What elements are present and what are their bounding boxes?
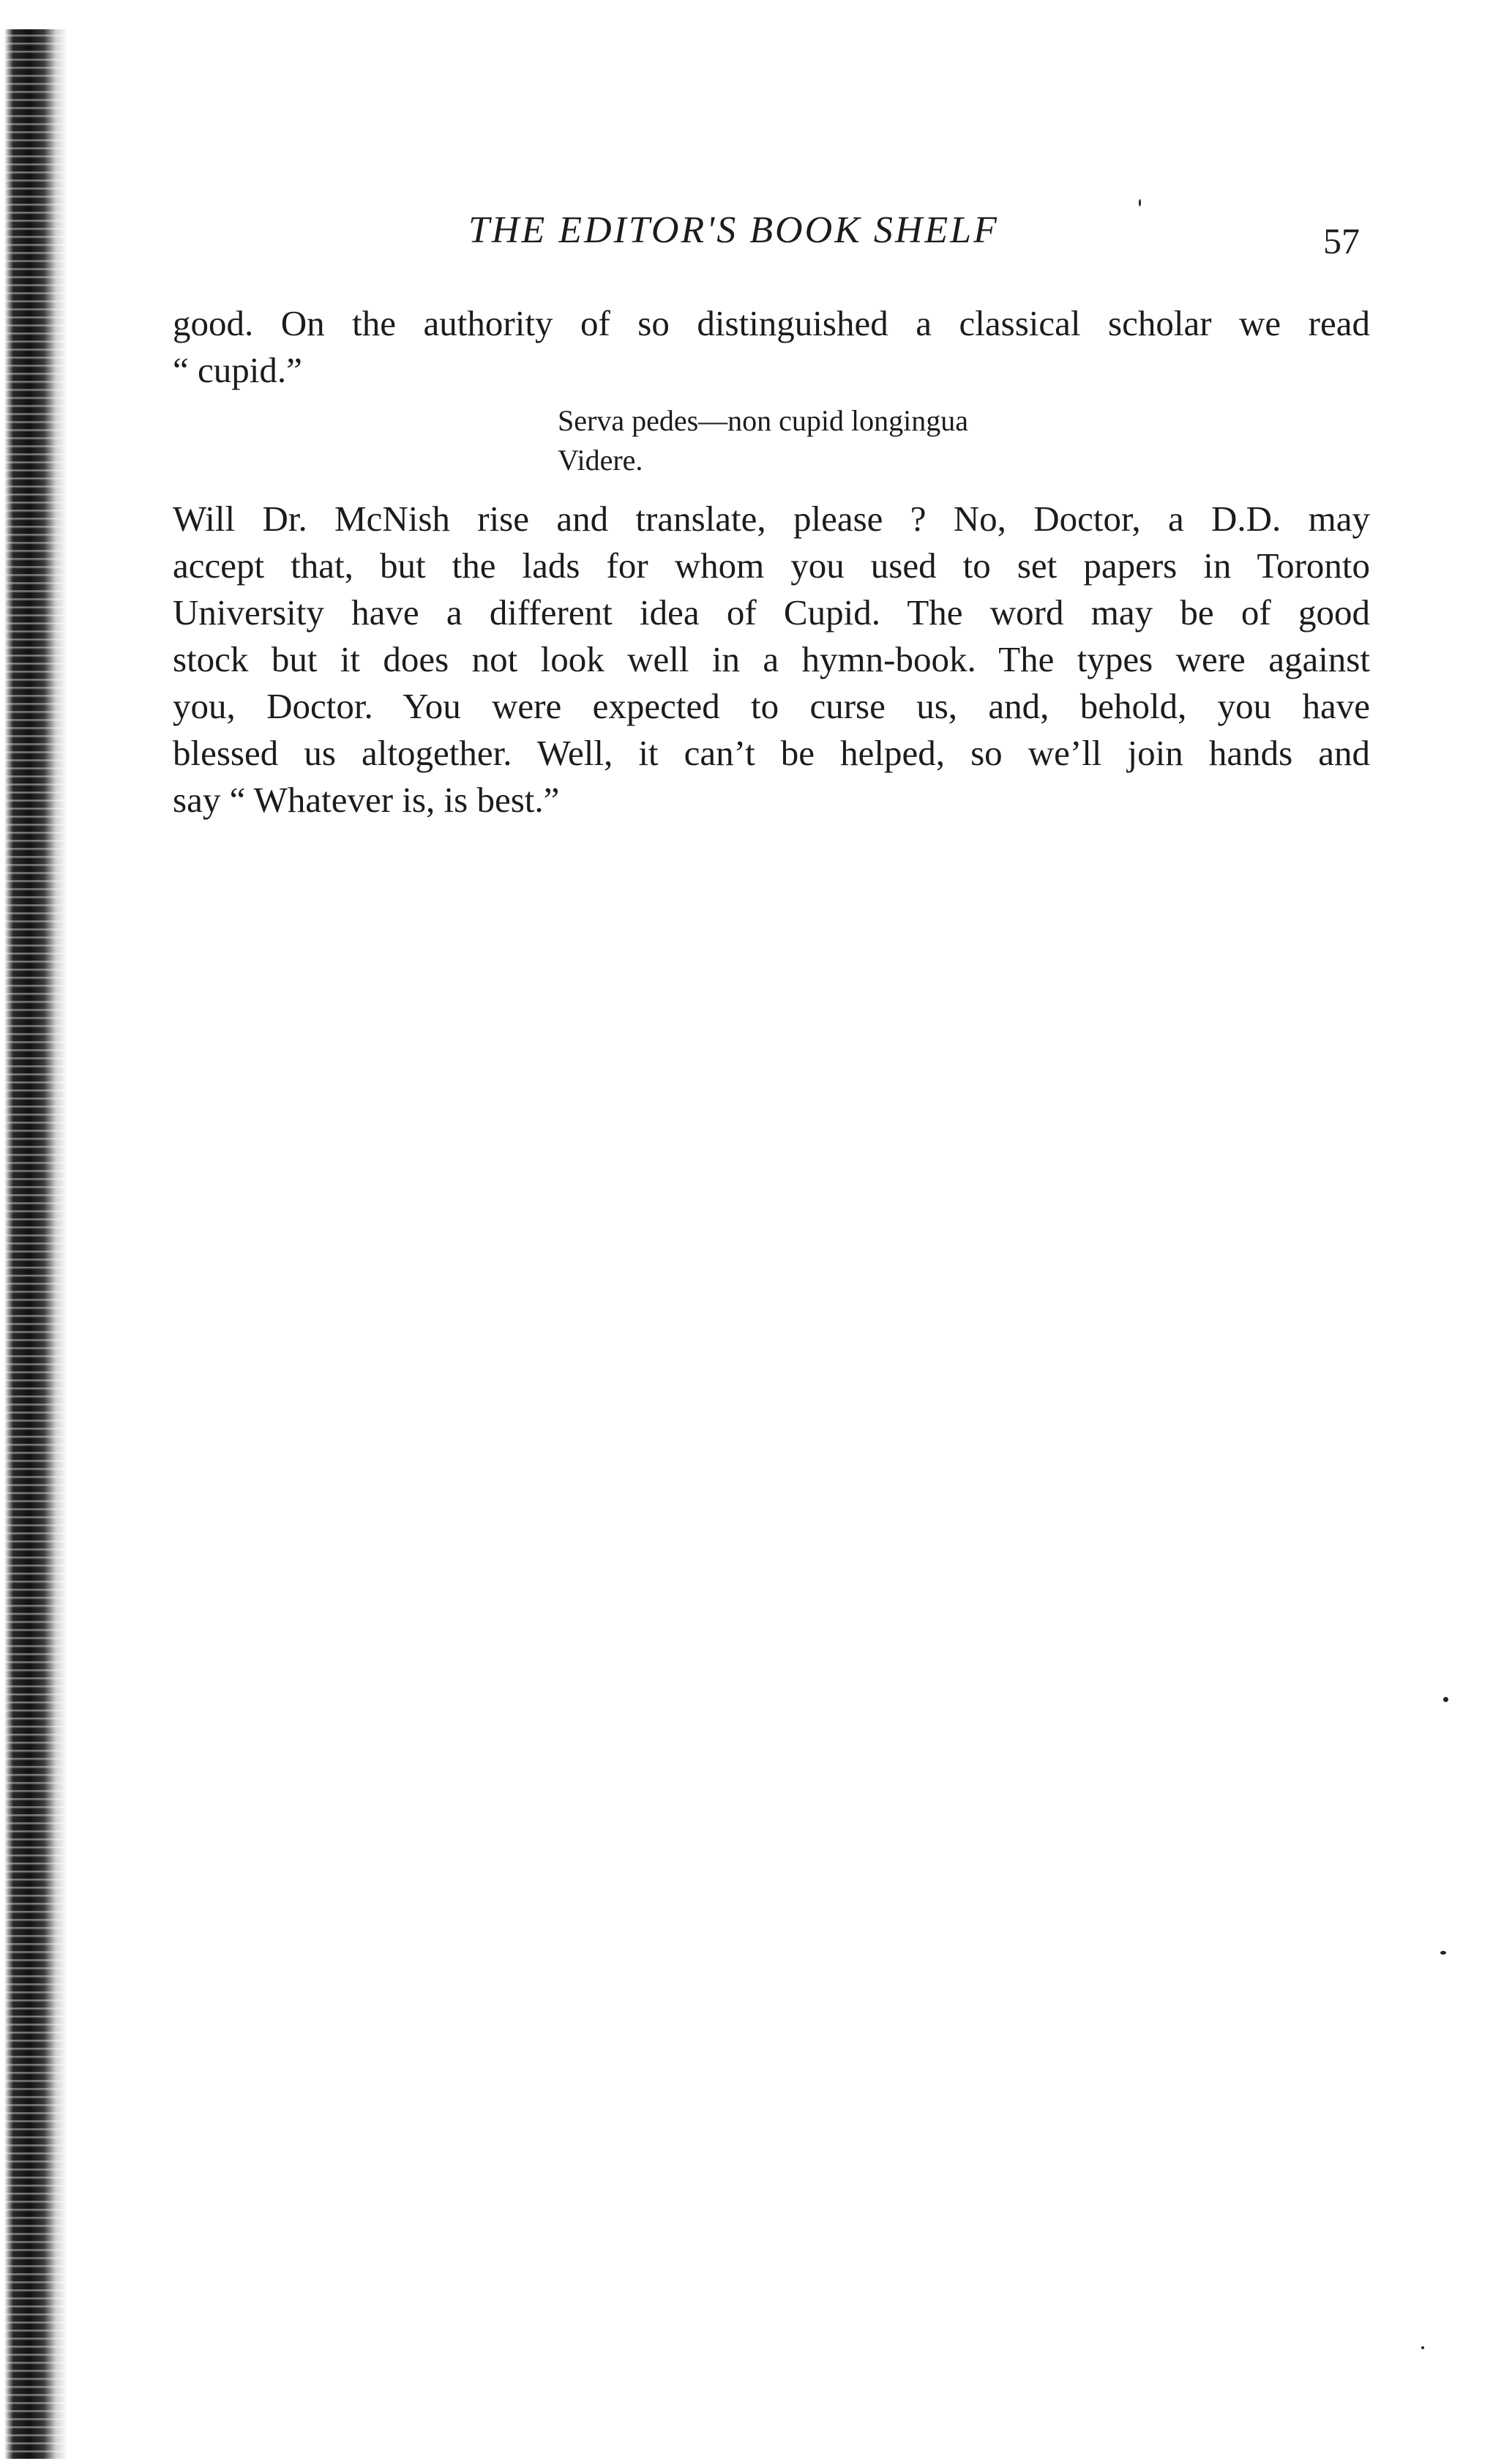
paragraph-1: [173, 300, 1370, 394]
text-line: blessed us altogether. Well, it can’t be helped, so we’ll join hands and: [173, 733, 1370, 773]
page-number: 57: [1323, 220, 1360, 261]
paragraph-2: [173, 496, 1370, 824]
quotation-line: Videre.: [558, 444, 643, 477]
text-line: University have a different idea of Cupid. The word may be of good: [173, 592, 1370, 633]
quotation-line: Serva pedes—non cupid longingua: [558, 404, 968, 437]
ink-speck: [1139, 199, 1141, 206]
text-line: stock but it does not look well in a hymn-book. The types were against: [173, 639, 1370, 679]
text-line: accept that, but the lads for whom you used to set papers in Toronto: [173, 545, 1370, 586]
latin-quotation: [558, 401, 968, 480]
text-line: say “ Whatever is, is best.”: [173, 780, 560, 820]
text-line: good. On the authority of so distinguished a classical scholar we read: [173, 303, 1370, 343]
text-line: you, Doctor. You were expected to curse us, and, behold, you have: [173, 686, 1370, 726]
ink-speck: [1440, 1951, 1446, 1955]
text-line: “ cupid.”: [173, 350, 302, 390]
book-spine-shadow: [0, 29, 67, 2459]
ink-speck: [1421, 2346, 1424, 2349]
running-head: THE EDITOR'S BOOK SHELF: [468, 209, 999, 251]
text-line: Will Dr. McNish rise and translate, please ? No, Doctor, a D.D. may: [173, 499, 1370, 539]
ink-speck: [1443, 1697, 1448, 1702]
